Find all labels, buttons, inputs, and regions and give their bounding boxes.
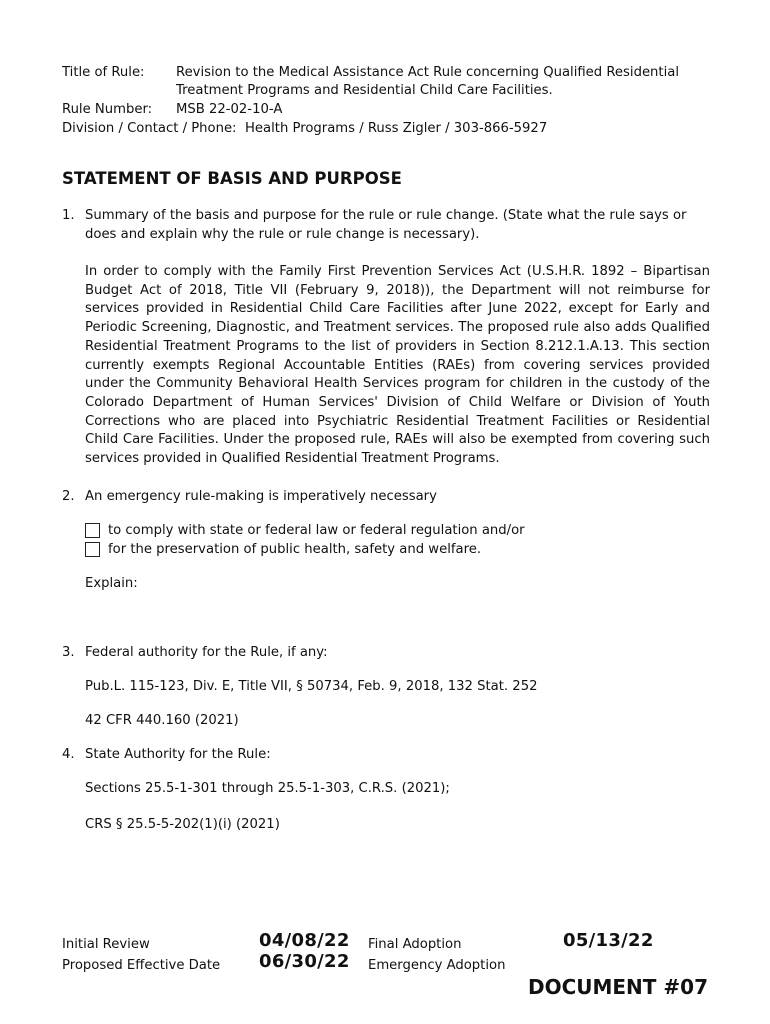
contact-label: Division / Contact / Phone: bbox=[62, 121, 237, 136]
item-3-line2: 42 CFR 440.160 (2021) bbox=[85, 713, 239, 728]
title-of-rule-line2: Treatment Programs and Residential Child Care Facilities. bbox=[176, 83, 553, 98]
item-4-line1: Sections 25.5-1-301 through 25.5-1-303, C.R.S. (2021); bbox=[85, 781, 450, 796]
section-title: STATEMENT OF BASIS AND PURPOSE bbox=[62, 169, 402, 188]
item-2-heading: An emergency rule-making is imperatively necessary bbox=[85, 489, 437, 504]
item-2-explain-label: Explain: bbox=[85, 576, 138, 591]
item-2-number: 2. bbox=[62, 489, 75, 504]
document-number: DOCUMENT #07 bbox=[527, 975, 708, 999]
initial-review-date: 04/08/22 bbox=[259, 930, 350, 951]
final-adoption-date: 05/13/22 bbox=[563, 930, 654, 951]
final-adoption-label: Final Adoption bbox=[368, 937, 462, 952]
item-4-number: 4. bbox=[62, 747, 75, 762]
rule-number-value: MSB 22-02-10-A bbox=[176, 102, 283, 117]
item-4-line2: CRS § 25.5-5-202(1)(i) (2021) bbox=[85, 817, 280, 832]
title-of-rule-line1: Revision to the Medical Assistance Act Rule concerning Qualified Residential bbox=[176, 65, 679, 80]
checkbox-public-health-label: for the preservation of public health, safety and welfare. bbox=[108, 542, 482, 557]
rule-number-label: Rule Number: bbox=[62, 102, 153, 117]
initial-review-label: Initial Review bbox=[62, 937, 150, 952]
item-3-heading: Federal authority for the Rule, if any: bbox=[85, 645, 328, 660]
title-of-rule-label: Title of Rule: bbox=[62, 65, 145, 80]
item-1-heading-line2: does and explain why the rule or rule change is necessary). bbox=[85, 227, 480, 242]
item-4-heading: State Authority for the Rule: bbox=[85, 747, 271, 762]
item-1-body: In order to comply with the Family First Prevention Services Act (U.S.H.R. 1892 – Bipartisan Budget Act of 2018, Title VII (February 9, 2018)), the Department will not reimburse for services provided in Residential Child Care Facilities after June 2022, except for Early and Periodic Screening, Diagnostic, and Treatment services. The proposed rule also adds Qualified Residential Treatment Programs to the list of providers in Section 8.212.1.A.13. This section currently exempts Regional Accountable Entities (RAEs) from covering services provided under the Community Behavioral Health Services program for children in the custody of the Colorado Department of Human Services' Division of Child Welfare or Division of Youth Corrections who are placed into Psychiatric Residential Treatment Facilities or Residential Child Care Facilities. Under the proposed rule, RAEs will also be exempted from covering such services provided in Qualified Residential Treatment Programs. bbox=[85, 264, 710, 467]
proposed-effective-date: 06/30/22 bbox=[259, 951, 350, 972]
item-3-line1: Pub.L. 115-123, Div. E, Title VII, § 50734, Feb. 9, 2018, 132 Stat. 252 bbox=[85, 679, 538, 694]
emergency-adoption-label: Emergency Adoption bbox=[368, 958, 506, 973]
item-1-number: 1. bbox=[62, 208, 75, 223]
checkbox-public-health[interactable] bbox=[85, 542, 100, 557]
checkbox-comply-law[interactable] bbox=[85, 523, 100, 538]
item-3-number: 3. bbox=[62, 645, 75, 660]
proposed-effective-label: Proposed Effective Date bbox=[62, 958, 221, 973]
checkbox-comply-law-label: to comply with state or federal law or federal regulation and/or bbox=[108, 523, 525, 538]
item-1-heading-line1: Summary of the basis and purpose for the rule or rule change. (State what the rule says or bbox=[85, 208, 687, 223]
contact-value: Health Programs / Russ Zigler / 303-866-5927 bbox=[245, 121, 548, 136]
